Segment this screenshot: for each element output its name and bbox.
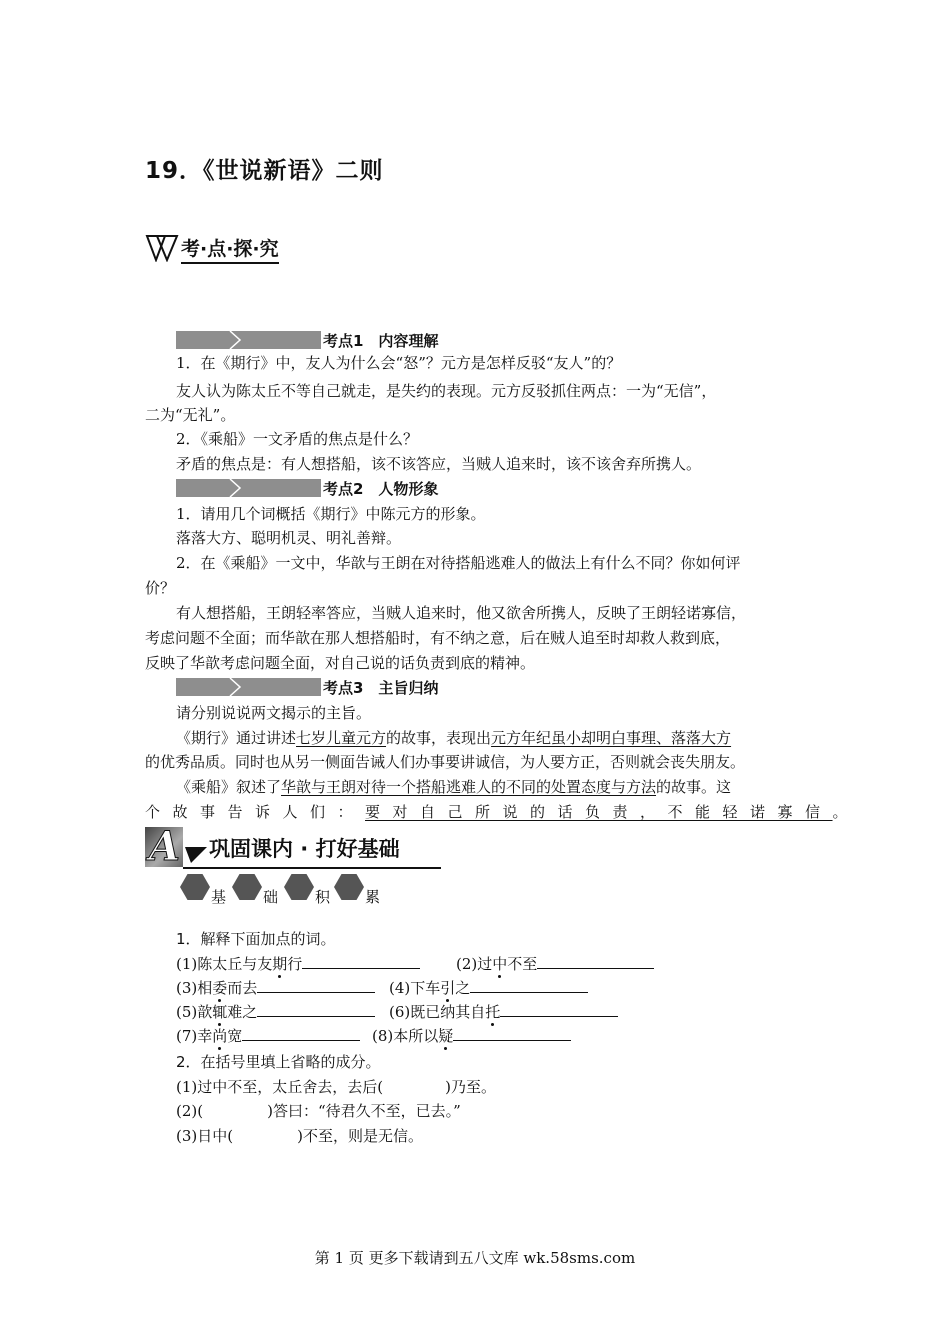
exercise-item (176, 1076, 496, 1098)
kaodian-bar (176, 479, 321, 497)
text: (3)日中( (176, 1127, 234, 1145)
exercise-item (176, 1100, 461, 1122)
question: 1．在《期行》中，友人为什么会“怒”？元方是怎样反驳“友人”的？ (176, 354, 622, 372)
hexagon-icon (180, 874, 210, 900)
text: 行 (287, 955, 303, 973)
subsection-char: 基 (211, 888, 227, 906)
subsection-char: 础 (263, 888, 279, 906)
text: (7)幸 (176, 1027, 213, 1045)
page-footer: 第 1 页 更多下载请到五八文库 wk.58sms.com (314, 1249, 636, 1267)
underlined-answer: 元方年纪虽小却明白事理、落落大方 (491, 729, 732, 747)
kaodian-label: 考点1 内容理解 (323, 332, 439, 350)
kaodian-3-header (176, 677, 496, 697)
page-title: 19．《世说新语》二则 (145, 158, 384, 184)
exercise-title: 1．解释下面加点的词。 (176, 930, 336, 948)
answer-blank[interactable] (537, 953, 654, 969)
exercise-item (389, 977, 588, 999)
answer: 友人认为陈太丘不等自己就走，是失约的表现。元方反驳抓住两点：一为“无信”， (176, 382, 717, 400)
exercise-item (176, 953, 420, 975)
text: (8)本所以 (372, 1027, 439, 1045)
text: (1)陈太丘与友 (176, 955, 273, 973)
dotted-word: 引 (440, 979, 456, 997)
text: 难之 (227, 1003, 258, 1021)
banner-rule (183, 867, 441, 869)
exercise-item (176, 1125, 423, 1147)
exercise-item (176, 1025, 360, 1047)
chevron-right-icon (226, 678, 246, 696)
subsection-heading (180, 874, 420, 908)
exercise-item (176, 977, 375, 999)
answer: 考虑问题不全面；而华歆在那人想搭船时，有不纳之意，后在贼人追至时却救人救到底， (145, 629, 731, 647)
kaodian-label: 考点2 人物形象 (323, 480, 439, 498)
answer: 的优秀品质。同时也从另一侧面告诫人们办事要讲诚信，为人要方正，否则就会丧失朋友。 (145, 753, 746, 771)
question: 1．请用几个词概括《期行》中陈元方的形象。 (176, 505, 486, 523)
answer-blank[interactable] (500, 1001, 618, 1017)
question: 请分别说说两文揭示的主旨。 (176, 704, 372, 722)
dotted-word: 尚 (212, 1027, 228, 1045)
text: (5)歆 (176, 1003, 213, 1021)
answer-line (145, 801, 860, 823)
dotted-word: 中 (492, 955, 508, 973)
answer: 有人想搭船，王朗轻率答应，当贼人追来时，他又欲舍所携人，反映了王朗轻诺寡信， (176, 604, 747, 622)
text: (3)相 (176, 979, 213, 997)
question: 价？ (145, 579, 176, 597)
subsection-char: 积 (315, 888, 331, 906)
text: 而去 (227, 979, 258, 997)
answer-blank[interactable] (257, 1001, 375, 1017)
kaodian-1-header (176, 330, 496, 350)
triangle-marker-icon (185, 847, 207, 863)
kaodian-bar (176, 678, 321, 696)
section-banner (145, 823, 445, 870)
kaodian-bar (176, 331, 321, 349)
subsection-char: 累 (365, 888, 381, 906)
dotted-word: 疑 (438, 1027, 454, 1045)
text: )答曰：“待君久不至，已去。” (267, 1102, 461, 1120)
text: 不至 (507, 955, 538, 973)
answer-blank[interactable] (302, 953, 420, 969)
underlined-answer: 七岁儿童元方 (296, 729, 387, 747)
text: (2)过 (456, 955, 493, 973)
hexagon-icon (334, 874, 364, 900)
text: (4)下车 (389, 979, 441, 997)
dotted-word: 期 (272, 955, 288, 973)
text: 之 (455, 979, 471, 997)
hexagon-icon (284, 874, 314, 900)
answer-blank[interactable] (257, 977, 375, 993)
answer-line (176, 727, 731, 749)
answer: 反映了华歆考虑问题全面，对自己说的话负责到底的精神。 (145, 654, 536, 672)
question: 2．在《乘船》一文中，华歆与王朗在对待搭船逃难人的做法上有什么不同？你如何评 (176, 554, 741, 572)
text: )不至，则是无信。 (297, 1127, 423, 1145)
exercise-item (456, 953, 654, 975)
exercise-item (176, 1001, 375, 1023)
underlined-answer: 华歆与王朗对待一个搭船逃难人的不同的处置态度与方法 (281, 778, 657, 796)
text: 。 (832, 803, 861, 821)
hexagon-icon (232, 874, 262, 900)
text: (6)既已纳其自 (389, 1003, 486, 1021)
kaodian-2-header (176, 478, 496, 498)
answer: 落落大方、聪明机灵、明礼善辩。 (176, 529, 402, 547)
question: 2．《乘船》一文矛盾的焦点是什么？ (176, 430, 419, 448)
text: )乃至。 (445, 1078, 496, 1096)
answer-line (176, 776, 731, 798)
section-heading-text: 考·点·探·究 (181, 234, 279, 264)
section-heading (145, 232, 310, 264)
answer: 二为“无礼”。 (145, 406, 236, 424)
kaodian-label: 考点3 主旨归纳 (323, 679, 439, 697)
text: 《期行》通过讲述 (176, 729, 297, 747)
dotted-word: 辄 (212, 1003, 228, 1021)
text: (2)( (176, 1102, 204, 1120)
text: 的故事，表现出 (386, 729, 492, 747)
answer-blank[interactable] (453, 1025, 571, 1041)
answer: 矛盾的焦点是：有人想搭船，该不该答应，当贼人追来时，该不该舍弃所携人。 (176, 455, 702, 473)
chevron-right-icon (226, 331, 246, 349)
text: 宽 (227, 1027, 243, 1045)
underlined-answer: 要对自己所说的话负责，不能轻诺寡信 (365, 803, 833, 821)
text: 《乘船》叙述了 (176, 778, 282, 796)
chevron-right-icon (226, 479, 246, 497)
banner-text: 巩固课内 · 打好基础 (209, 837, 400, 861)
exercise-item (389, 1001, 618, 1023)
dotted-word: 托 (485, 1003, 501, 1021)
text: 的故事。这 (656, 778, 732, 796)
double-triangle-icon (145, 234, 181, 262)
exercise-item (372, 1025, 571, 1047)
text: 个故事告诉人们： (145, 803, 366, 821)
banner-letter: A (149, 823, 181, 870)
answer-blank[interactable] (470, 977, 588, 993)
answer-blank[interactable] (242, 1025, 360, 1041)
exercise-title: 2．在括号里填上省略的成分。 (176, 1053, 381, 1071)
text: (1)过中不至，太丘舍去，去后( (176, 1078, 384, 1096)
dotted-word: 委 (212, 979, 228, 997)
